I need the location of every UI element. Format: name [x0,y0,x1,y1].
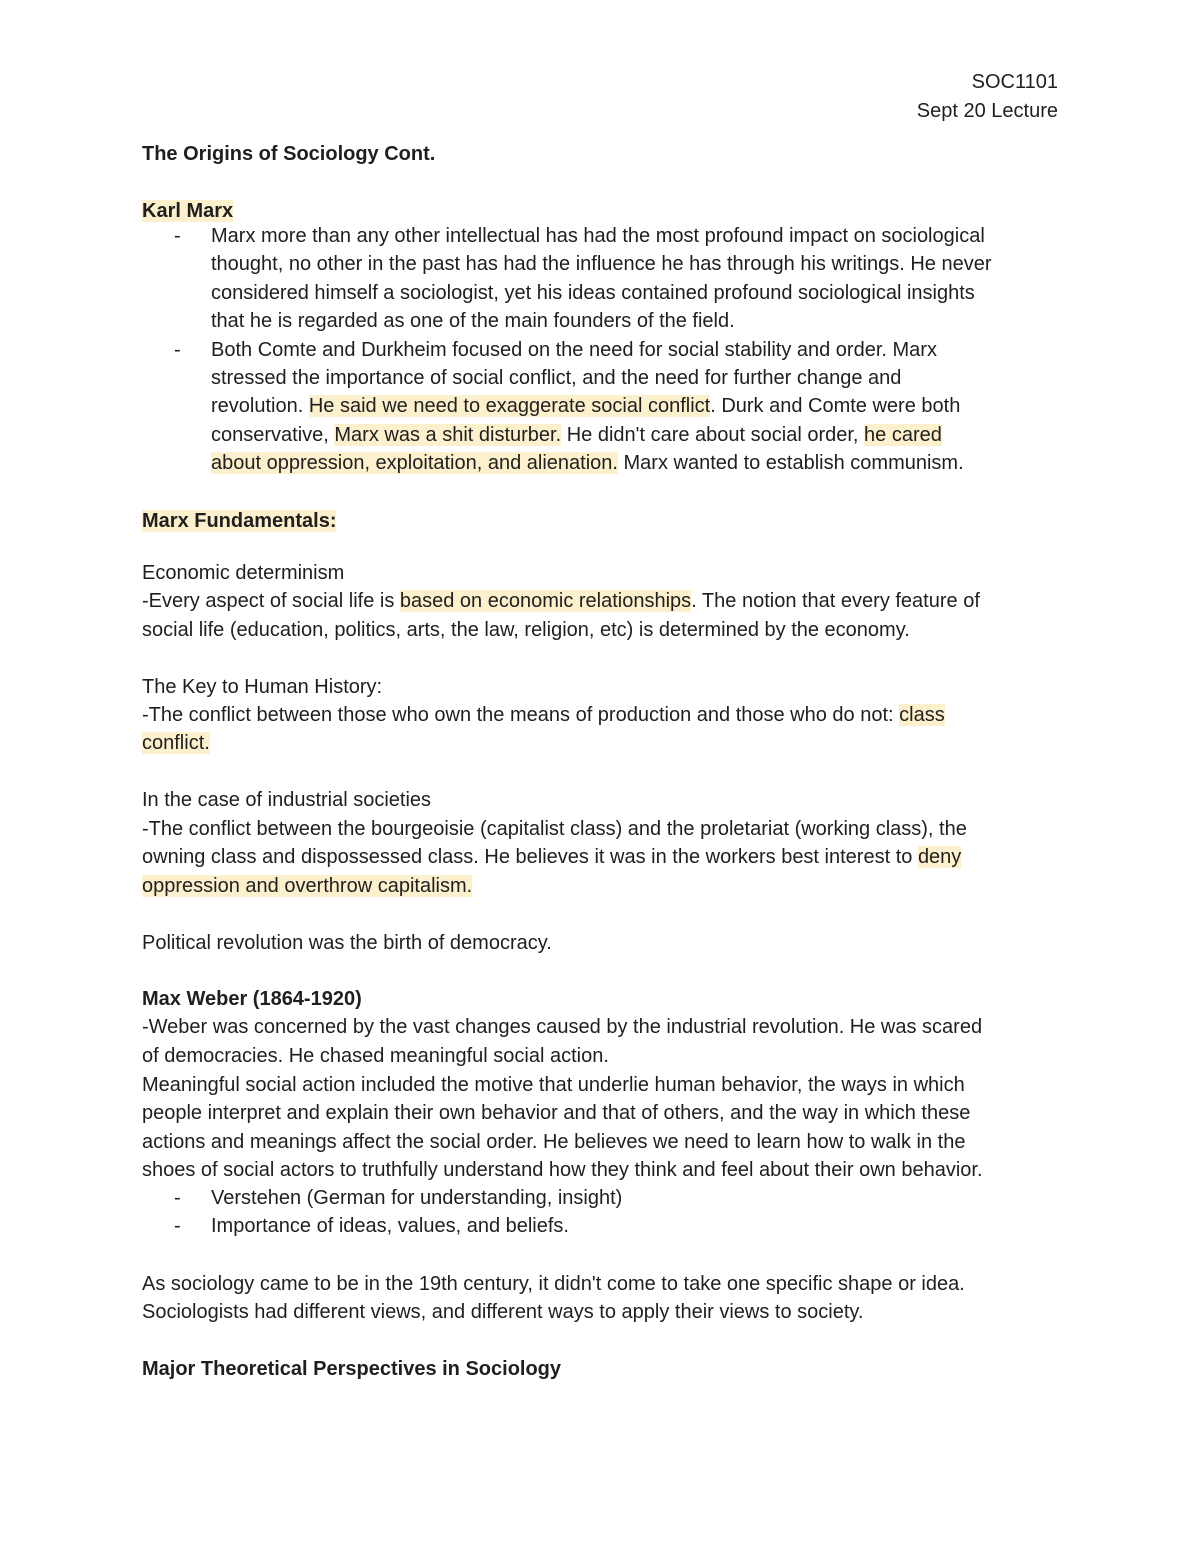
highlighted-text: conflict. [142,732,210,754]
bullet-marker: - [174,1187,181,1209]
paragraph-line: As sociology came to be in the 19th century, it didn't come to take one specific shape or idea. [142,1273,965,1295]
text-span: Marx wanted to establish communism. [617,452,964,474]
paragraph-line: -The conflict between the bourgeoisie (capitalist class) and the proletariat (working class), the [142,818,967,840]
highlighted-text: about oppression, exploitation, and alienation. [211,452,618,474]
bullet-line: Importance of ideas, values, and beliefs. [211,1215,569,1237]
paragraph-line: shoes of social actors to truthfully understand how they think and feel about their own behavior. [142,1159,983,1181]
bullet-line: that he is regarded as one of the main founders of the field. [211,310,735,332]
bullet-line: considered himself a sociologist, yet his ideas contained profound sociological insights [211,282,975,304]
paragraph-line [142,587,980,615]
paragraph-line: Sociologists had different views, and different ways to apply their views to society. [142,1301,864,1323]
bullet-line: Both Comte and Durkheim focused on the need for social stability and order. Marx [211,339,937,361]
bullet-line: thought, no other in the past has had the influence he has through his writings. He never [211,253,992,275]
paragraph-line: people interpret and explain their own behavior and that of others, and the way in which these [142,1102,971,1124]
highlighted-text: based on economic relationships [399,590,692,612]
bullet-line: Verstehen (German for understanding, insight) [211,1187,623,1209]
paragraph-line [142,729,210,757]
highlighted-text: oppression and overthrow capitalism. [142,875,473,897]
paragraph-line: social life (education, politics, arts, the law, religion, etc) is determined by the economy. [142,619,910,641]
highlighted-text: He said we need to exaggerate social conflict [308,395,711,417]
bullet-line [211,421,942,449]
section-heading-major-perspectives: Major Theoretical Perspectives in Sociology [142,1358,562,1380]
highlighted-text: Marx was a shit disturber. [334,424,562,446]
lecture-date: Sept 20 Lecture [916,100,1058,122]
paragraph-line: Political revolution was the birth of democracy. [142,932,552,954]
paragraph-line: of democracies. He chased meaningful social action. [142,1045,609,1067]
course-code: SOC1101 [971,71,1058,93]
text-span: revolution. [211,395,309,417]
paragraph-line [142,843,961,871]
text-span: -The conflict between those who own the means of production and those who do not: [142,704,900,726]
subheading-economic-determinism: Economic determinism [142,562,345,584]
text-span: . The notion that every feature of [691,590,980,612]
bullet-line [211,392,960,420]
bullet-marker: - [174,339,181,361]
paragraph-line [142,872,472,900]
paragraph-line: actions and meanings affect the social order. He believes we need to learn how to walk in the [142,1131,966,1153]
section-heading-max-weber: Max Weber (1864-1920) [142,988,362,1010]
text-span: . Durk and Comte were both [710,395,961,417]
subheading-industrial-societies: In the case of industrial societies [142,789,432,811]
bullet-line: stressed the importance of social conflict, and the need for further change and [211,367,902,389]
paragraph-line: Meaningful social action included the motive that underlie human behavior, the ways in which [142,1074,965,1096]
heading-text: Marx Fundamentals: [142,510,337,532]
text-span: conservative, [211,424,335,446]
paragraph-line [142,701,945,729]
section-heading-marx-fundamentals [142,507,336,535]
paragraph-line: -Weber was concerned by the vast changes caused by the industrial revolution. He was scared [142,1016,983,1038]
highlighted-text: deny [917,846,962,868]
section-heading-karl-marx [142,197,233,225]
bullet-line [211,449,964,477]
heading-text: Karl Marx [142,200,234,222]
bullet-marker: - [174,225,181,247]
bullet-marker: - [174,1215,181,1237]
subheading-key-to-history: The Key to Human History: [142,676,383,698]
bullet-line: Marx more than any other intellectual has had the most profound impact on sociological [211,225,985,247]
text-span: owning class and dispossessed class. He believes it was in the workers best interest to [142,846,918,868]
highlighted-text: he cared [864,424,942,446]
highlighted-text: class [899,704,945,726]
document-title: The Origins of Sociology Cont. [142,143,436,165]
text-span: He didn't care about social order, [561,424,865,446]
text-span: -Every aspect of social life is [142,590,400,612]
